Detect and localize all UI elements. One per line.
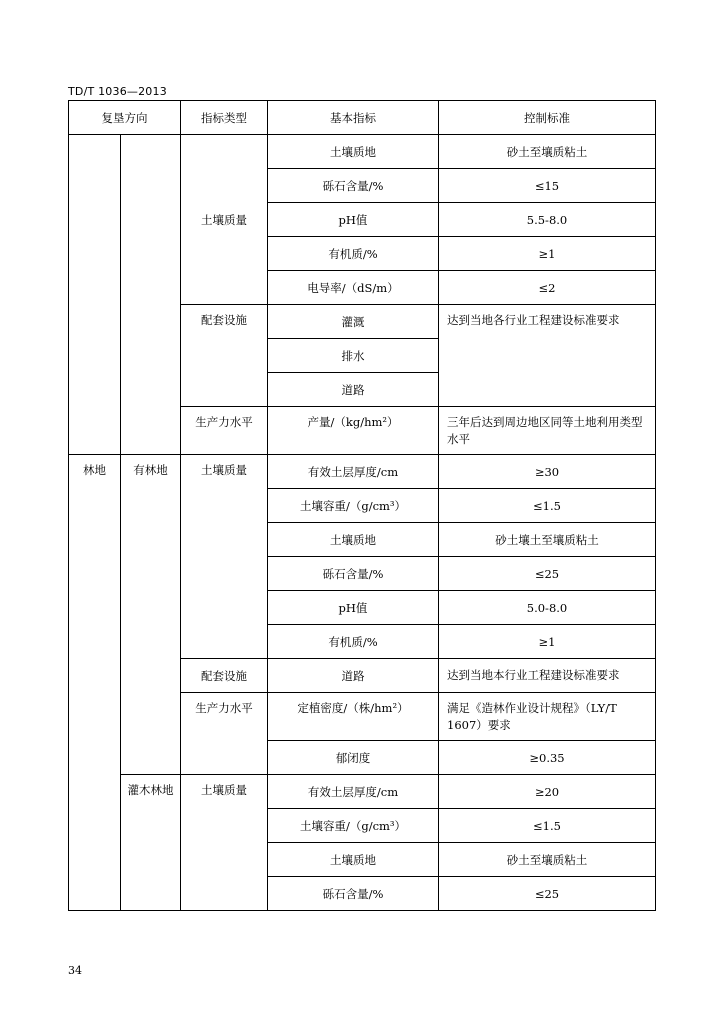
indicator-cell: 土壤容重/（g/cm³） xyxy=(268,489,439,523)
indicator-cell: 产量/（kg/hm²） xyxy=(268,407,439,455)
table-row xyxy=(69,455,656,489)
standard-cell: 三年后达到周边地区同等土地利用类型水平 xyxy=(439,407,656,455)
indicator-cell: 土壤容重/（g/cm³） xyxy=(268,809,439,843)
standard-cell: ≥1 xyxy=(439,237,656,271)
direction-forest-land: 林地 xyxy=(69,455,121,911)
table-header-row xyxy=(69,101,656,135)
indicator-cell: 电导率/（dS/m） xyxy=(268,271,439,305)
indicator-cell: 道路 xyxy=(268,373,439,407)
header-control-standard: 控制标准 xyxy=(439,101,656,135)
indicator-cell: 道路 xyxy=(268,659,439,693)
header-indicator-type: 指标类型 xyxy=(181,101,268,135)
indicator-cell: 定植密度/（株/hm²） xyxy=(268,693,439,741)
indicator-type-soil-quality: 土壤质量 xyxy=(181,135,268,305)
standard-cell: 5.0-8.0 xyxy=(439,591,656,625)
standard-cell: ≤2 xyxy=(439,271,656,305)
indicator-cell: 砾石含量/% xyxy=(268,877,439,911)
indicator-cell: 有效土层厚度/cm xyxy=(268,455,439,489)
indicator-cell: 郁闭度 xyxy=(268,741,439,775)
direction-cell-empty xyxy=(69,135,121,455)
standard-cell: ≤25 xyxy=(439,557,656,591)
page-number: 34 xyxy=(68,964,82,977)
standard-cell: 达到当地本行业工程建设标准要求 xyxy=(439,659,656,693)
standard-cell: ≥0.35 xyxy=(439,741,656,775)
standard-cell: ≥1 xyxy=(439,625,656,659)
header-direction: 复垦方向 xyxy=(69,101,181,135)
indicator-type-facilities: 配套设施 xyxy=(181,305,268,407)
indicator-cell: 灌溉 xyxy=(268,305,439,339)
standard-cell: ≤1.5 xyxy=(439,809,656,843)
standard-cell: 砂土至壤质粘土 xyxy=(439,135,656,169)
indicator-type-productivity: 生产力水平 xyxy=(181,693,268,775)
indicator-cell: 土壤质地 xyxy=(268,523,439,557)
standard-cell: ≤25 xyxy=(439,877,656,911)
indicator-cell: 有机质/% xyxy=(268,237,439,271)
indicator-cell: 土壤质地 xyxy=(268,135,439,169)
indicator-cell: pH值 xyxy=(268,591,439,625)
header-basic-indicator: 基本指标 xyxy=(268,101,439,135)
indicator-type-soil-quality: 土壤质量 xyxy=(181,455,268,659)
subdirection-forested-land: 有林地 xyxy=(121,455,181,775)
indicator-type-soil-quality: 土壤质量 xyxy=(181,775,268,911)
indicator-cell: pH值 xyxy=(268,203,439,237)
indicator-cell: 砾石含量/% xyxy=(268,169,439,203)
indicator-type-productivity: 生产力水平 xyxy=(181,407,268,455)
indicator-cell: 有效土层厚度/cm xyxy=(268,775,439,809)
table-row xyxy=(69,775,656,809)
indicator-type-facilities: 配套设施 xyxy=(181,659,268,693)
standard-cell: ≥20 xyxy=(439,775,656,809)
indicator-cell: 土壤质地 xyxy=(268,843,439,877)
standard-cell: 5.5-8.0 xyxy=(439,203,656,237)
standard-cell: ≤15 xyxy=(439,169,656,203)
standard-cell: 砂土壤土至壤质粘土 xyxy=(439,523,656,557)
indicator-cell: 砾石含量/% xyxy=(268,557,439,591)
standard-cell: ≥30 xyxy=(439,455,656,489)
indicator-cell: 有机质/% xyxy=(268,625,439,659)
subdirection-shrub-land: 灌木林地 xyxy=(121,775,181,911)
table-row xyxy=(69,135,656,169)
subdirection-cell-empty xyxy=(121,135,181,455)
standard-cell: 砂土至壤质粘土 xyxy=(439,843,656,877)
standard-cell: 满足《造林作业设计规程》（LY/T 1607）要求 xyxy=(439,693,656,741)
indicator-cell: 排水 xyxy=(268,339,439,373)
standard-cell: ≤1.5 xyxy=(439,489,656,523)
document-code: TD/T 1036—2013 xyxy=(68,85,167,98)
standard-cell: 达到当地各行业工程建设标准要求 xyxy=(439,305,656,407)
standards-table xyxy=(68,100,656,911)
